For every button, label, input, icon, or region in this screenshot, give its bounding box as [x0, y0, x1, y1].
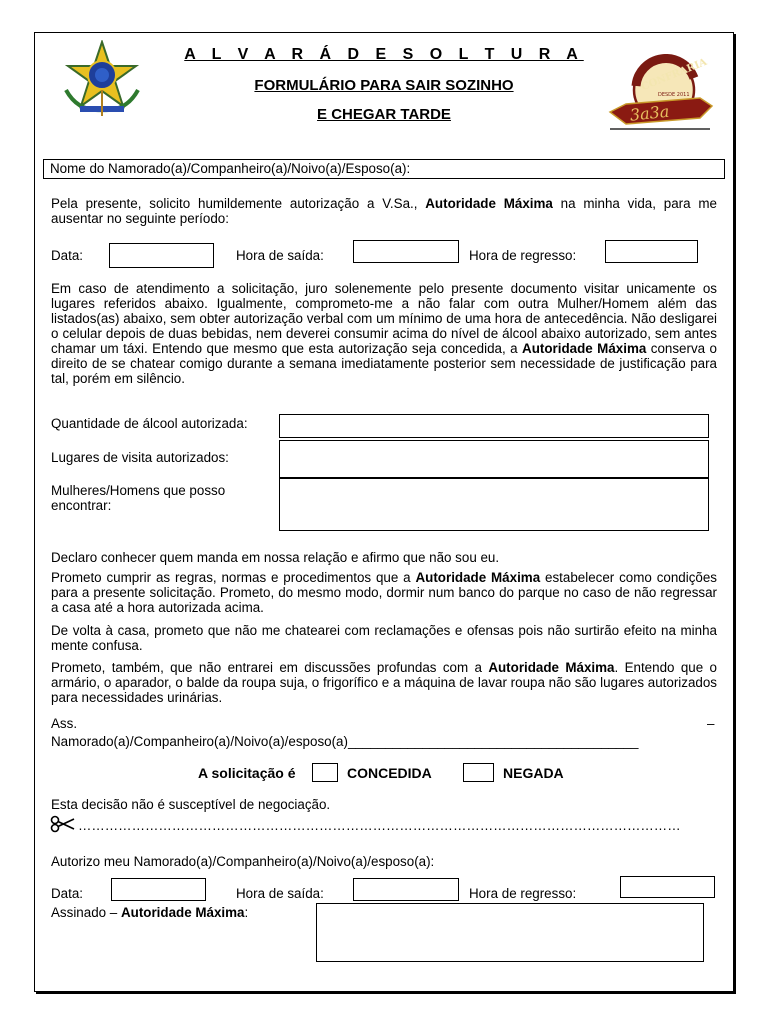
commitment-paragraph: Em caso de atendimento a solicitação, juro solenemente pelo presente documento visitar unicamente os lugares referidos abaixo. Igualmente, comprometo-me a não falar com outra Mulher/Homem além das listados(as) abaixo, sem obter autorização verbal com um mínimo de uma hora de antecedência. Não desligarei o celular depois de duas bebidas, nem deverei consumir acima do nível de álcool abaixo autorizado, sem antes chamar um táxi. Entendo que mesmo que esta autorização seja concedida, a Autoridade Máxima conserva o direito de se chatear comigo durante a semana imediatamente posterior sem necessidade de justificação para tal, porém em silêncio.	[51, 281, 717, 386]
page-subtitle-1: FORMULÁRIO PARA SAIR SOZINHO	[254, 77, 514, 94]
logo-text-top: CONFRARIA	[639, 56, 709, 94]
authority-signature-box[interactable]	[316, 903, 704, 962]
signed-label: Assinado – Autoridade Máxima:	[51, 905, 249, 920]
signature-dash: –	[707, 716, 715, 731]
alcohol-label: Quantidade de álcool autorizada:	[51, 416, 248, 431]
auth-return-label: Hora de regresso:	[469, 886, 577, 901]
alcohol-input[interactable]	[279, 414, 709, 438]
cut-line: ………………………………………………………………………………………………………………………	[78, 818, 681, 833]
auth-date-input[interactable]	[111, 878, 206, 901]
declaration-4: Prometo, também, que não entrarei em discussões profundas com a Autoridade Máxima. Entendo que o armário, o aparador, o balde da roupa suja, o frigorífico e a máquina de lavar roupa não são lugares autorizados para necessidades urinárias.	[51, 660, 717, 705]
scissors-icon	[50, 815, 76, 833]
auth-departure-input[interactable]	[353, 878, 459, 901]
people-label: Mulheres/Homens que posso encontrar:	[51, 483, 226, 513]
date-label: Data:	[51, 248, 84, 263]
auth-return-input[interactable]	[620, 876, 715, 898]
declaration-2: Prometo cumprir as regras, normas e procedimentos que a Autoridade Máxima estabelecer como condições para a presente solicitação. Prometo, do mesmo modo, dormir num banco do parque no caso de não regressar a casa até a hora autorizada acima.	[51, 570, 717, 615]
people-input[interactable]	[279, 478, 709, 531]
signature-line[interactable]: Namorado(a)/Companheiro(a)/Noivo(a)/esposo(a)_______________________________________	[51, 734, 639, 749]
departure-time-input[interactable]	[353, 240, 459, 263]
declaration-1: Declaro conhecer quem manda em nossa relação e afirmo que não sou eu.	[51, 550, 500, 565]
denied-checkbox[interactable]	[463, 763, 494, 782]
return-time-input[interactable]	[605, 240, 698, 263]
places-label: Lugares de visita autorizados:	[51, 450, 229, 465]
partner-name-field[interactable]	[43, 159, 725, 179]
granted-label: CONCEDIDA	[347, 765, 432, 781]
partner-name-label: Nome do Namorado(a)/Companheiro(a)/Noivo(a)/Esposo(a):	[50, 161, 411, 176]
logo-text-mid: DESDE 2011	[658, 92, 690, 98]
date-input[interactable]	[109, 243, 214, 268]
auth-date-label: Data:	[51, 886, 84, 901]
declaration-3: De volta à casa, prometo que não me chatearei com reclamações e ofensas pois não surtirão efeito na minha mente confusa.	[51, 623, 717, 653]
signature-ass: Ass.	[51, 716, 78, 731]
page-subtitle-2: E CHEGAR TARDE	[317, 106, 451, 123]
places-input[interactable]	[279, 440, 709, 478]
return-label: Hora de regresso:	[469, 248, 577, 263]
page-title: A L V A R Á D E S O L T U R A	[184, 46, 584, 63]
departure-label: Hora de saída:	[236, 248, 324, 263]
authorization-label: Autorizo meu Namorado(a)/Companheiro(a)/Noivo(a)/esposo(a):	[51, 854, 435, 869]
decision-label: A solicitação é	[198, 765, 296, 781]
logo-text-bottom: 3a3a	[628, 101, 671, 125]
intro-paragraph: Pela presente, solicito humildemente autorização a V.Sa., Autoridade Máxima na minha vida, para me ausentar no seguinte período:	[51, 196, 717, 226]
granted-checkbox[interactable]	[312, 763, 338, 782]
auth-departure-label: Hora de saída:	[236, 886, 324, 901]
denied-label: NEGADA	[503, 765, 564, 781]
decision-note: Esta decisão não é susceptível de negociação.	[51, 797, 331, 812]
